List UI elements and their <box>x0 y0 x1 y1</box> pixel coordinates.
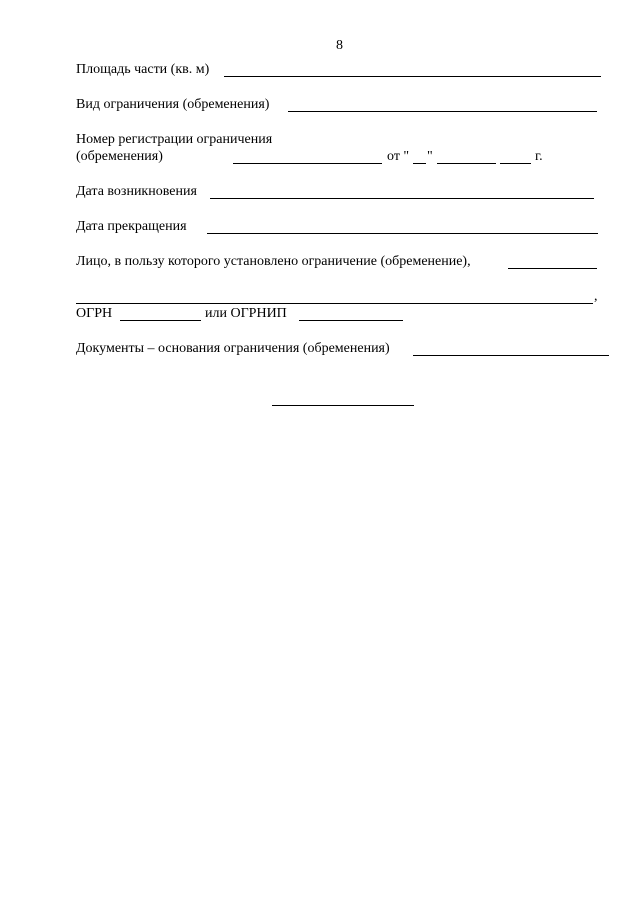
restriction-type-label: Вид ограничения (обременения) <box>76 97 270 112</box>
documents-label: Документы – основания ограничения (обременения) <box>76 341 390 356</box>
end-date-label: Дата прекращения <box>76 219 187 234</box>
or-ogrnip-label: или ОГРНИП <box>205 306 287 321</box>
end-date-field[interactable] <box>207 233 598 234</box>
beneficiary-label: Лицо, в пользу которого установлено ограничение (обременение), <box>76 254 471 269</box>
registration-number-label-line2: (обременения) <box>76 149 163 164</box>
beneficiary-trailing-comma: , <box>594 289 598 304</box>
area-field[interactable] <box>224 76 601 77</box>
documents-field[interactable] <box>413 355 609 356</box>
page-number: 8 <box>336 38 343 53</box>
closing-separator <box>272 405 414 406</box>
ogrn-field[interactable] <box>120 320 201 321</box>
ogrn-label: ОГРН <box>76 306 113 321</box>
restriction-type-field[interactable] <box>288 111 597 112</box>
date-from-prefix: от " <box>387 149 410 164</box>
beneficiary-field[interactable] <box>76 303 593 304</box>
start-date-label: Дата возникновения <box>76 184 197 199</box>
area-label: Площадь части (кв. м) <box>76 62 210 77</box>
month-field[interactable] <box>437 163 496 164</box>
beneficiary-field-inline[interactable] <box>508 268 597 269</box>
year-suffix: г. <box>535 149 543 164</box>
ogrnip-field[interactable] <box>299 320 403 321</box>
year-field[interactable] <box>500 163 531 164</box>
start-date-field[interactable] <box>210 198 594 199</box>
date-from-mid: " <box>427 149 433 164</box>
registration-number-field[interactable] <box>233 163 382 164</box>
registration-number-label-line1: Номер регистрации ограничения <box>76 132 273 147</box>
day-field[interactable] <box>413 163 426 164</box>
